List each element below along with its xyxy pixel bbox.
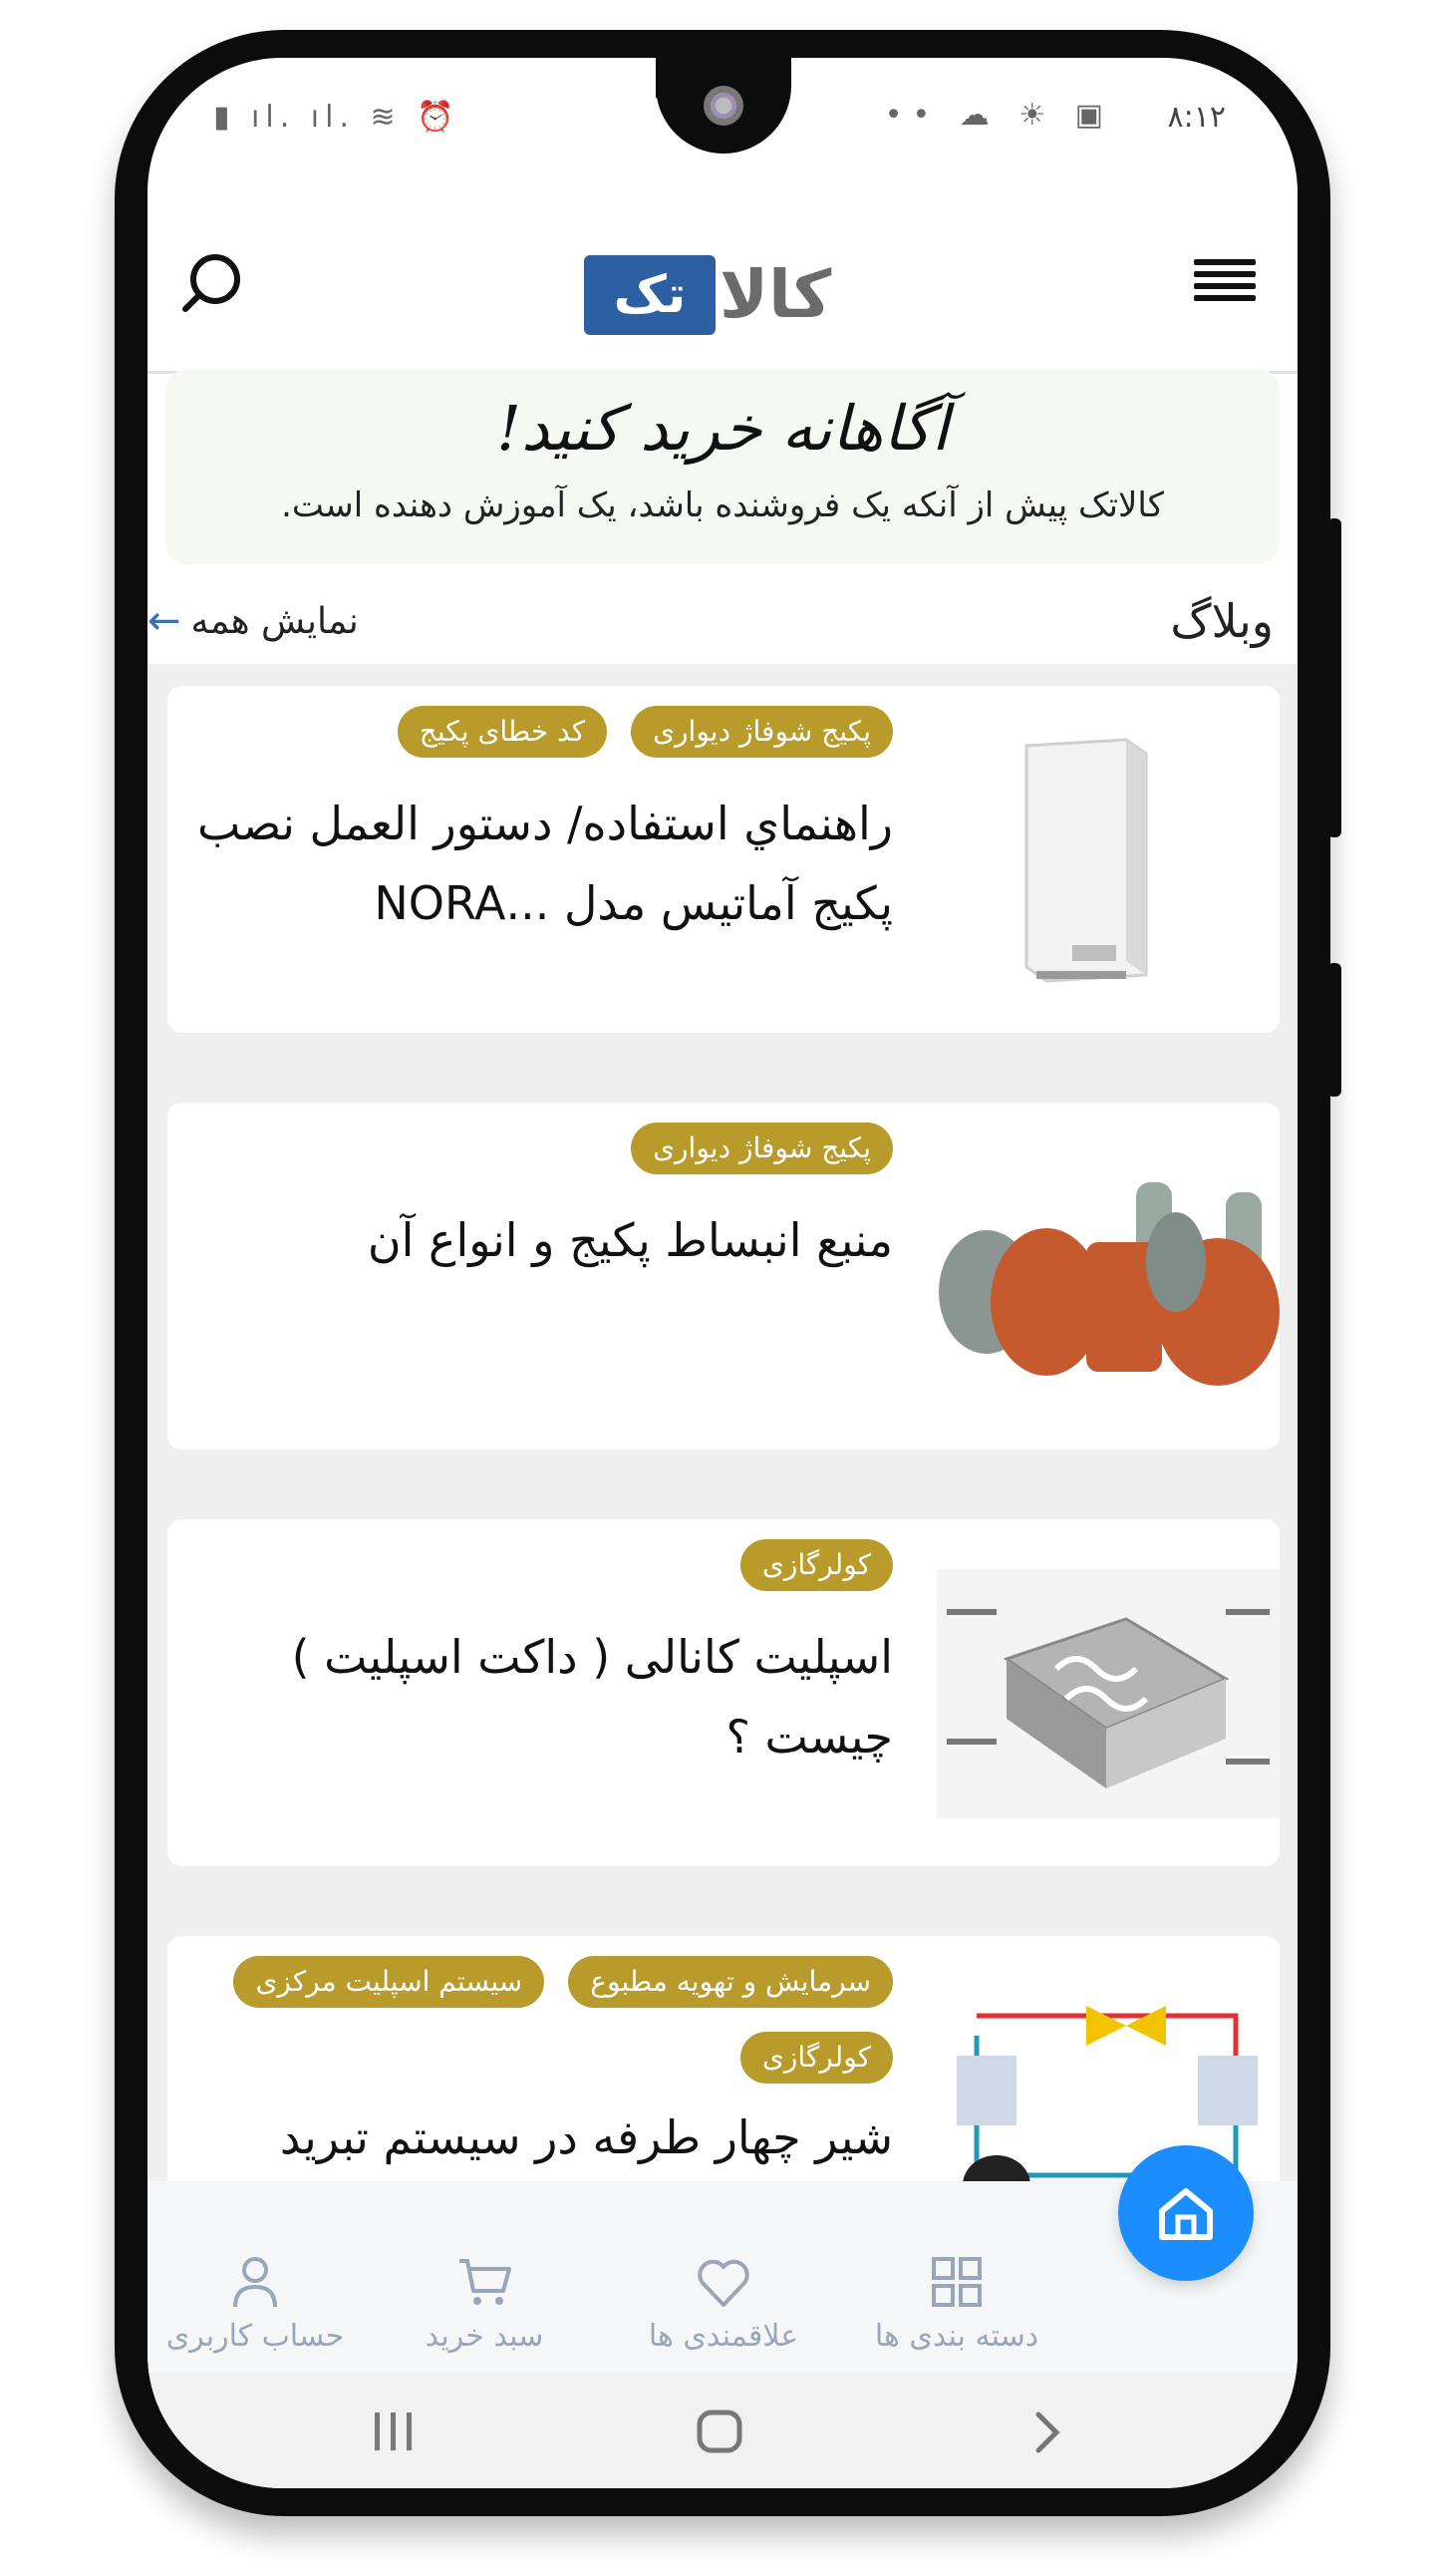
logo-text: کالا [720, 256, 832, 333]
phone-screen [147, 58, 1298, 2488]
tag-list [175, 1956, 893, 2084]
post-title[interactable]: شیر چهار طرفه در سیستم تبرید [279, 2110, 893, 2164]
show-all-link[interactable] [147, 598, 359, 644]
app-header [147, 187, 1298, 374]
blog-post-card[interactable] [167, 1519, 1280, 1866]
search-icon [177, 249, 247, 319]
user-icon [226, 2253, 284, 2311]
blog-post-card[interactable] [167, 1103, 1280, 1449]
home-button[interactable] [1118, 2145, 1254, 2281]
side-button-volume [1327, 518, 1341, 837]
nav-favorites-label: علاقمندی ها [648, 2319, 799, 2354]
hamburger-menu-icon[interactable] [1194, 259, 1256, 307]
heart-icon [695, 2253, 752, 2311]
post-title[interactable]: راهنماي استفاده/ دستور العمل نصب پکیج آماتیس مدل ...NORA [197, 797, 893, 930]
front-camera [704, 86, 743, 126]
post-body [175, 1123, 893, 1280]
post-title[interactable]: منبع انبساط پکیج و انواع آن [367, 1213, 893, 1267]
status-time: ٨:١٢ [1167, 100, 1226, 135]
tag[interactable]: کد خطای پکیج [398, 706, 607, 758]
post-title[interactable]: اسپلیت کانالی ( داکت اسپلیت ) چیست ؟ [291, 1630, 893, 1764]
home-nav-icon[interactable] [696, 2409, 743, 2454]
show-all-label: نمایش همه [190, 600, 359, 642]
tag-list [175, 1539, 893, 1591]
tag[interactable]: پکیج شوفاژ دیواری [631, 706, 893, 758]
nav-favorites[interactable] [624, 2253, 823, 2354]
side-button-power [1327, 963, 1341, 1097]
nav-categories-label: دسته بندی ها [874, 2319, 1039, 2354]
post-body [175, 706, 893, 943]
tag[interactable]: پکیج شوفاژ دیواری [631, 1123, 893, 1174]
blog-list [147, 664, 1298, 2259]
blog-post-card[interactable] [167, 686, 1280, 1033]
search-button[interactable] [177, 249, 247, 319]
nav-categories[interactable] [857, 2253, 1056, 2354]
tag[interactable]: سرمایش و تهویه مطبوع [568, 1956, 893, 2008]
system-navigation-bar [147, 2373, 1298, 2488]
post-body [175, 1956, 893, 2177]
tag[interactable]: کولرگازی [740, 2032, 893, 2084]
logo[interactable] [584, 255, 863, 337]
tag[interactable]: کولرگازی [740, 1539, 893, 1591]
nav-cart-label: سبد خرید [425, 2319, 544, 2354]
tag-list [175, 706, 893, 758]
status-icons-right: •• ☁ ☀ ▣ [884, 98, 1113, 133]
expansion-tank-image [937, 1152, 1280, 1402]
promo-banner [165, 369, 1280, 564]
blog-section-header [147, 586, 1298, 666]
home-icon [1118, 2145, 1254, 2281]
logo-mark: تک [584, 255, 716, 335]
nav-account-label: حساب کاربری [165, 2319, 345, 2354]
tag[interactable]: سیستم اسپلیت مرکزی [233, 1956, 544, 2008]
banner-title: آگاهانه خرید کنید! [496, 392, 949, 465]
post-body [175, 1539, 893, 1776]
boiler-image [937, 736, 1280, 985]
arrow-left-icon: ← [147, 598, 181, 644]
recent-apps-icon[interactable] [371, 2411, 417, 2452]
duct-split-diagram-image [937, 1569, 1280, 1818]
cart-icon [455, 2253, 513, 2311]
tag-list [175, 1123, 893, 1174]
nav-account[interactable] [155, 2253, 355, 2354]
blog-title: وبلاگ [1170, 594, 1274, 648]
grid-icon [928, 2253, 986, 2311]
back-icon[interactable] [1032, 2411, 1062, 2454]
status-icons-left: ▮ ıl. ıl. ≋ ⏰ [213, 100, 460, 135]
banner-subtitle: کالاتک پیش از آنکه یک فروشنده باشد، یک آموزش دهنده است. [281, 485, 1164, 525]
nav-cart[interactable] [385, 2253, 584, 2354]
